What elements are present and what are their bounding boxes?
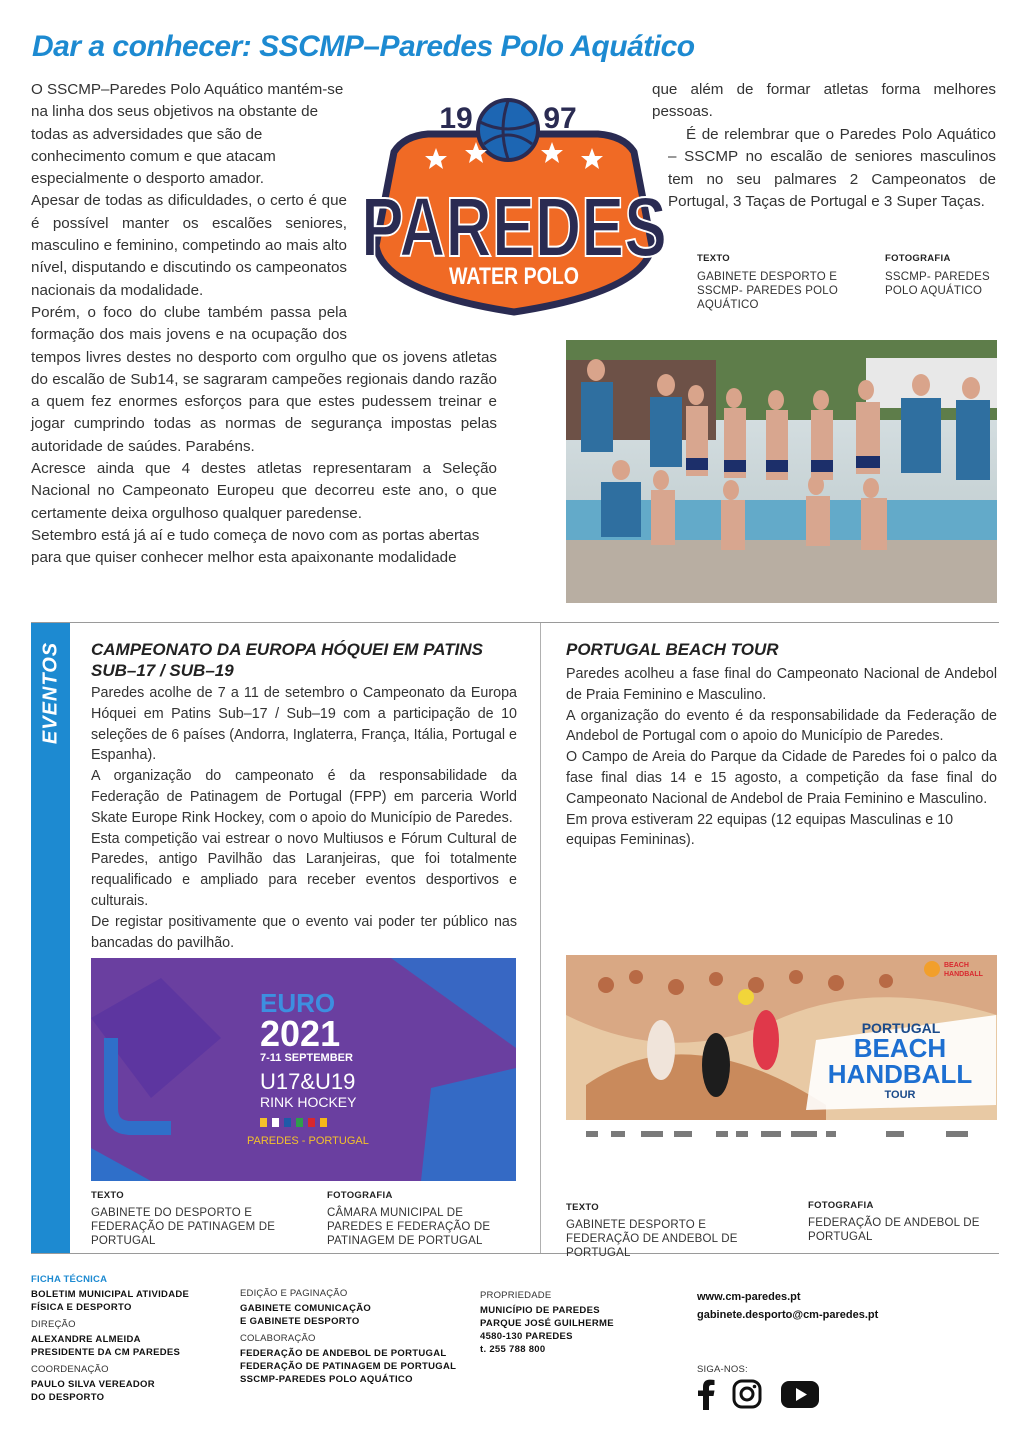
edicao-value: GABINETE COMUNICAÇÃO E GABINETE DESPORTO — [240, 1303, 372, 1327]
eventos-tab — [31, 623, 70, 1253]
footer-ficha — [31, 1274, 211, 1404]
credit-text-value: GABINETE DESPORTO E SSCMP- PAREDES POLO AQUÁTICO — [697, 271, 838, 311]
handball-ball-icon — [738, 989, 754, 1005]
credit-photo-value: FEDERAÇÃO DE ANDEBOL DE PORTUGAL — [808, 1217, 980, 1243]
event-body-beach — [566, 664, 997, 851]
event-title-hoquei: CAMPEONATO DA EUROPA HÓQUEI EM PATINS SUB–17 / SUB–19 — [91, 640, 483, 680]
team-photo — [566, 340, 997, 603]
event-body-hoquei — [91, 683, 517, 953]
credit-photo-label: FOTOGRAFIA — [808, 1200, 874, 1211]
article-paragraph: Setembro está já aí e tudo começa de novo com as portas abertas para que quiser conhecer melhor esta apaixonante modalidade — [31, 526, 480, 567]
event-paragraph: Esta competição vai estrear o novo Multiusos e Fórum Cultural de Paredes, antigo Pavilhão das Laranjeiras, que foi totalmente requalificado e ampliado para receber eventos desportivos e culturais. — [91, 830, 517, 909]
eventos-tab-label: EVENTOS — [39, 641, 61, 745]
beach-handball-logo-icon — [924, 961, 940, 977]
banner-corner-line2: HANDBALL — [944, 971, 983, 978]
colaboracao-value: FEDERAÇÃO DE ANDEBOL DE PORTUGAL — [240, 1348, 447, 1359]
direcao-value: ALEXANDRE ALMEIDA PRESIDENTE DA CM PAREDES — [31, 1334, 181, 1358]
article-paragraph: O SSCMP–Paredes Polo Aquático mantém-se na linha dos seus objetivos na obstante de todas as adversidades que são de conhecimento comum e que atacam especialmente o desporto amador. — [31, 81, 344, 188]
credit-text-label: TEXTO — [697, 253, 730, 264]
page-title: Dar a conhecer: SSCMP–Paredes Polo Aquático — [32, 30, 695, 63]
coordenacao-value: PAULO SILVA VEREADOR DO DESPORTO — [31, 1379, 155, 1403]
edicao-label: EDIÇÃO E PAGINAÇÃO — [240, 1288, 348, 1299]
logo-subtitle: WATER POLO — [449, 263, 579, 290]
credit-text-value: GABINETE DO DESPORTO E FEDERAÇÃO DE PATINAGEM DE PORTUGAL — [91, 1207, 276, 1247]
credit-photo-label: FOTOGRAFIA — [885, 253, 951, 264]
propriedade-value: PARQUE JOSÉ GUILHERME — [480, 1318, 614, 1329]
credit-text-label: TEXTO — [566, 1202, 599, 1213]
youtube-icon[interactable] — [781, 1381, 819, 1408]
article-paragraph: Acresce ainda que 4 destes atletas representaram a Seleção Nacional no Campeonato Europeu que decorreu este ano, o que certamente deixa orgulhoso qualquer paredense. — [31, 460, 497, 522]
logo-year-right: 97 — [543, 102, 577, 135]
poster-dates: 7-11 SEPTEMBER — [260, 1052, 353, 1064]
footer-edicao — [240, 1288, 470, 1386]
eventos-bottom-rule — [31, 1253, 999, 1254]
beach-handball-banner — [566, 955, 997, 1145]
poster-euro: EURO — [260, 988, 336, 1018]
credit-photo-value: CÂMARA MUNICIPAL DE PAREDES E FEDERAÇÃO DE PATINAGEM DE PORTUGAL — [327, 1207, 491, 1247]
article-paragraph-right: que além de formar atletas forma melhores pessoas. — [652, 81, 996, 121]
event-paragraph: Em prova estiveram 22 equipas (12 equipas Masculinas e 10 equipas Femininas). — [566, 811, 954, 849]
propriedade-value: 4580-130 PAREDES — [480, 1331, 573, 1342]
eventos-top-rule — [31, 622, 999, 623]
footer-propriedade — [480, 1290, 670, 1356]
banner-line4: TOUR — [884, 1089, 916, 1101]
event-paragraph: De registar positivamente que o evento vai poder ter público nas bancadas do pavilhão. — [91, 913, 517, 951]
poster-sport: RINK HOCKEY — [260, 1094, 357, 1110]
event-paragraph: A organização do campeonato é da responsabilidade da Federação de Patinagem de Portugal (FPP) em parceria World Skate Europe Rink Hockey, com o apoio do Município de Paredes. — [91, 768, 517, 826]
ficha-value: BOLETIM MUNICIPAL ATIVIDADE FÍSICA E DESPORTO — [31, 1289, 190, 1313]
banner-corner-line1: BEACH — [944, 962, 969, 969]
coordenacao-label: COORDENAÇÃO — [31, 1364, 109, 1375]
propriedade-value: MUNICÍPIO DE PAREDES — [480, 1305, 600, 1316]
instagram-icon[interactable] — [732, 1379, 762, 1409]
poster-location: PAREDES - PORTUGAL — [247, 1135, 369, 1147]
colaboracao-value: FEDERAÇÃO DE PATINAGEM DE PORTUGAL — [240, 1361, 457, 1372]
credit-text-label: TEXTO — [91, 1190, 124, 1201]
eventos-divider — [540, 623, 541, 1253]
colaboracao-value: SSCMP-PAREDES POLO AQUÁTICO — [240, 1374, 413, 1385]
article-paragraph: Porém, o foco do clube também passa pela formação dos mais jovens e na ocupação dos tempos livres destes no desporto com orgulho que os jovens atletas do escalão de Sub14, se sagraram campeões regionais dando razão a quem fez enormes esforços para que estes pudessem treinar e jogar cumprindo todas as normas de segurança impostas pelas autoridade de saúdes. Parabéns. — [31, 303, 497, 455]
logo-year-left: 19 — [439, 102, 473, 135]
website-link[interactable]: www.cm-paredes.pt — [697, 1291, 801, 1303]
event-paragraph: A organização do evento é da responsabilidade da Federação de Andebol de Portugal com o apoio do Município de Paredes. — [566, 707, 997, 745]
siga-label: SIGA-NOS: — [697, 1364, 748, 1375]
euro-2021-poster — [91, 958, 516, 1181]
article-credits — [697, 253, 997, 315]
event-paragraph: O Campo de Areia do Parque da Cidade de Paredes foi o palco da fase final dias 14 e 15 agosto, a competição da fase final do Campeonato Nacional de Andebol de Praia Feminino e Masculino. — [566, 749, 997, 807]
poster-year: 2021 — [260, 1013, 341, 1054]
colaboracao-label: COLABORAÇÃO — [240, 1333, 316, 1344]
credit-photo-value: SSCMP- PAREDES POLO AQUÁTICO — [885, 271, 990, 297]
propriedade-value: t. 255 788 800 — [480, 1344, 546, 1355]
article-paragraph: Apesar de todas as dificuldades, o certo é que é possível manter os escalões seniores, masculino e feminino, competindo ao mais alto nível, disputando e discutindo os campeonatos nacionais da modalidade. — [31, 192, 347, 299]
banner-line1: PORTUGAL — [861, 1020, 941, 1036]
ficha-label: FICHA TÉCNICA — [31, 1274, 108, 1285]
banner-line2: BEACH — [853, 1033, 947, 1063]
facebook-icon[interactable] — [697, 1378, 715, 1410]
event-paragraph: Paredes acolheu a fase final do Campeonato Nacional de Andebol de Praia Feminino e Masculino. — [566, 666, 997, 703]
paredes-water-polo-logo — [358, 96, 670, 316]
logo-name: PAREDES — [361, 180, 667, 274]
email-link[interactable]: gabinete.desporto@cm-paredes.pt — [697, 1309, 879, 1321]
event-title-beach: PORTUGAL BEACH TOUR — [566, 640, 779, 659]
credit-photo-label: FOTOGRAFIA — [327, 1190, 393, 1201]
article-paragraph-right: É de relembrar que o Paredes Polo Aquático – SSCMP no escalão de seniores masculinos tem no seu palmares 2 Campeonatos de Portugal, 3 Taças de Portugal e 3 Super Taças. — [668, 126, 996, 210]
banner-line3: HANDBALL — [827, 1059, 973, 1089]
direcao-label: DIREÇÃO — [31, 1319, 76, 1330]
credit-text-value: GABINETE DESPORTO E FEDERAÇÃO DE ANDEBOL DE PORTUGAL — [566, 1219, 738, 1259]
event-paragraph: Paredes acolhe de 7 a 11 de setembro o Campeonato da Europa Hóquei em Patins Sub–17 / Sub–19 com a participação de 10 seleções de 6 países (Andorra, Inglaterra, França, Itália, Portugal e Espanha). — [91, 685, 517, 764]
poster-categories: U17&U19 — [260, 1069, 356, 1094]
propriedade-label: PROPRIEDADE — [480, 1290, 552, 1301]
